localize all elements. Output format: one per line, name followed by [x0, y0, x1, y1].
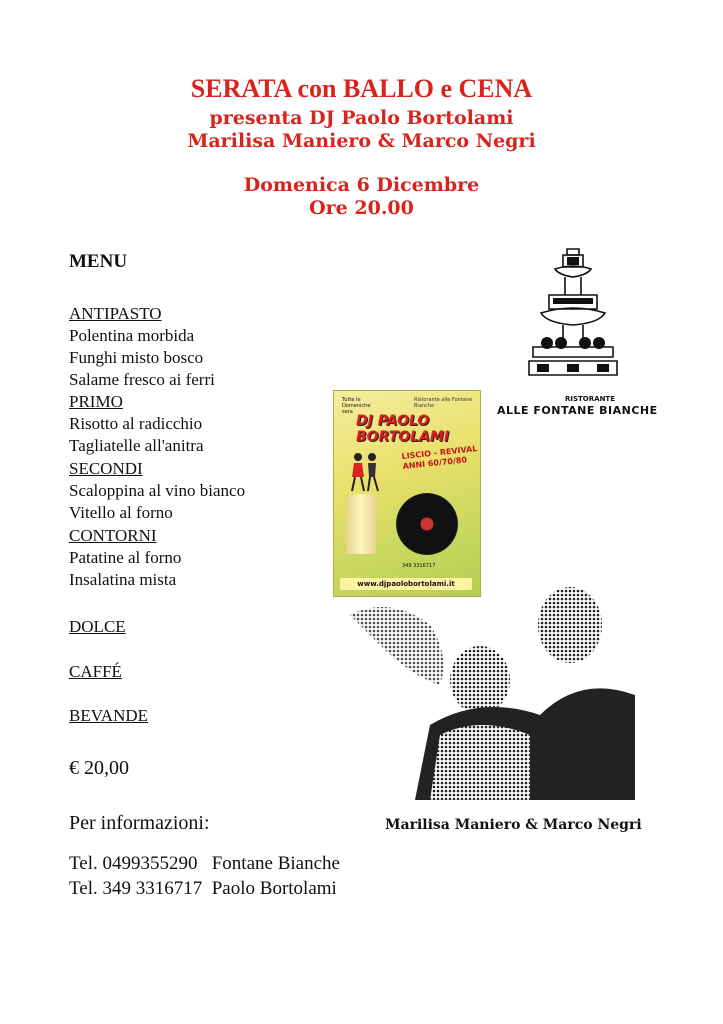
phone-fontane: Tel. 0499355290 Fontane Bianche — [69, 853, 340, 874]
menu-item: Tagliatelle all'anitra — [69, 436, 204, 455]
section-antipasto: ANTIPASTO — [69, 304, 162, 323]
flyer-dj-name: DJ PAOLO BORTOLAMI — [356, 413, 450, 445]
menu-item: Patatine al forno — [69, 548, 182, 567]
logo-subtitle: RISTORANTE — [565, 395, 615, 403]
dj-flyer — [333, 390, 481, 597]
fountain-logo-icon — [527, 243, 619, 383]
flyer-top-right: Ristorante alle Fontane Bianche — [414, 397, 473, 409]
info-label: Per informazioni: — [69, 812, 210, 834]
artists-line: Marilisa Maniero & Marco Negri — [187, 130, 536, 152]
menu-title: MENU — [69, 251, 128, 272]
section-caffe: CAFFÉ — [69, 662, 122, 681]
flyer-genre: LISCIO - REVIVAL ANNI 60/70/80 — [401, 444, 478, 472]
menu-item: Scaloppina al vino bianco — [69, 481, 246, 500]
flyer-top-left: Tutte le Domeniche sera — [342, 397, 371, 415]
photo-caption: Marilisa Maniero & Marco Negri — [385, 817, 642, 833]
menu-item: Funghi misto bosco — [69, 348, 204, 367]
section-primo: PRIMO — [69, 392, 123, 411]
event-date: Domenica 6 Dicembre — [243, 174, 480, 196]
menu-item: Risotto al radicchio — [69, 414, 203, 433]
menu-item: Polentina morbida — [69, 326, 195, 345]
flyer-url: www.djpaolobortolami.it — [340, 578, 472, 590]
dancers-icon — [346, 451, 384, 493]
vinyl-record-icon — [396, 493, 458, 555]
menu-item: Salame fresco ai ferri — [69, 370, 215, 389]
phone-bortolami: Tel. 349 3316717 Paolo Bortolami — [69, 878, 337, 899]
menu-item: Insalatina mista — [69, 570, 177, 589]
restaurant-name: ALLE FONTANE BIANCHE — [497, 404, 658, 417]
section-secondi: SECONDI — [69, 459, 143, 478]
column-graphic — [346, 494, 376, 554]
section-dolce: DOLCE — [69, 617, 126, 636]
section-bevande: BEVANDE — [69, 706, 149, 725]
menu-item: Vitello al forno — [69, 503, 173, 522]
couple-photo — [340, 585, 640, 800]
event-time: Ore 20.00 — [309, 197, 414, 219]
event-title: SERATA con BALLO e CENA — [190, 74, 533, 103]
flyer-phone: 349 3316717 — [402, 563, 436, 569]
presenter-line: presenta DJ Paolo Bortolami — [209, 107, 514, 129]
price: € 20,00 — [69, 757, 129, 779]
section-contorni: CONTORNI — [69, 526, 157, 545]
